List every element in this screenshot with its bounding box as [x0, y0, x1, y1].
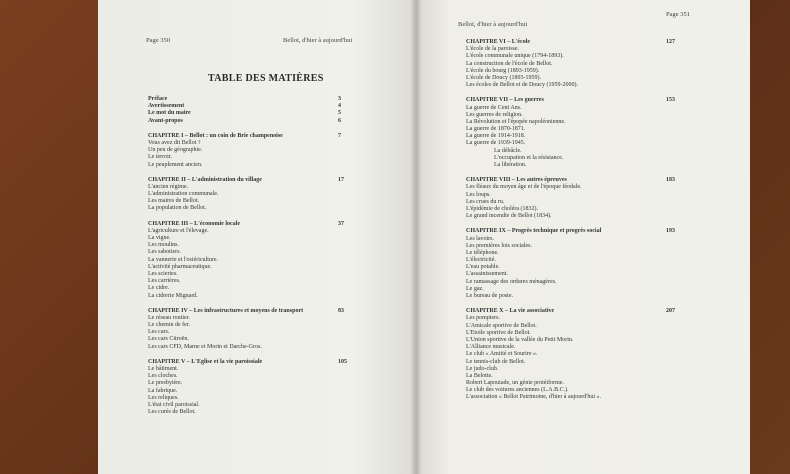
toc-item — [148, 373, 408, 380]
toc-item — [148, 264, 408, 271]
toc-item-text: Le chemin de fer. — [148, 322, 190, 329]
toc-item — [466, 68, 746, 75]
toc-item-text: La Révolution et l'épopée napoléonienne. — [466, 118, 566, 125]
toc-item — [466, 184, 746, 191]
toc-item-text: Le club « Amitié et Sourire ». — [466, 351, 538, 358]
toc-item-text: Le bâtiment. — [148, 366, 179, 372]
toc-item-text: Le téléphone. — [466, 249, 499, 256]
toc-item — [148, 257, 408, 264]
toc-item — [466, 243, 746, 250]
toc-item-text: Les sabotiers. — [148, 249, 181, 256]
toc-item — [148, 154, 408, 161]
chapter-heading-page: 83 — [338, 307, 344, 314]
toc-item-text: Les guerres de religion. — [466, 111, 523, 118]
front-matter-item-page: 6 — [338, 117, 341, 124]
toc-item-text: La population de Bellot. — [148, 205, 207, 212]
toc-item — [148, 409, 408, 416]
toc-item-text: Le terroir. — [148, 154, 172, 161]
toc-item-text: L'Amicale sportive de Bellot. — [466, 322, 537, 329]
left-toc-list — [148, 96, 408, 416]
toc-item — [466, 82, 746, 89]
front-matter-item-page: 4 — [338, 103, 341, 110]
toc-item — [466, 119, 746, 126]
chapter-heading-text: CHAPITRE X – La vie associative — [466, 308, 555, 315]
toc-item-text: Le grand incendie de Bellot (1834). — [466, 213, 552, 220]
toc-item-text: Les moulins. — [148, 242, 179, 249]
toc-subitem-text: La libération. — [494, 162, 527, 168]
chapter-heading-page: 105 — [338, 358, 347, 365]
toc-item — [148, 198, 408, 205]
toc-item — [466, 61, 746, 68]
toc-item — [148, 271, 408, 278]
toc-item — [148, 205, 408, 212]
toc-item-text: L'état civil paroissial. — [148, 401, 200, 408]
toc-item — [148, 249, 408, 256]
toc-item — [148, 315, 408, 322]
toc-item — [466, 286, 746, 293]
chapter-heading-text: CHAPITRE III – L'économie locale — [148, 220, 240, 227]
toc-item-text: L'Alliance musicale. — [466, 344, 516, 351]
chapter-heading-text: CHAPITRE VI – L'école — [466, 39, 531, 45]
left-page — [98, 0, 416, 474]
toc-item-text: L'administration communale. — [148, 191, 219, 198]
toc-item-text: Le bureau de poste. — [466, 293, 513, 299]
toc-item — [466, 359, 746, 366]
toc-item-text: Le réseau routier. — [148, 314, 190, 321]
toc-item-text: Robert Lapouiade, un génie protéiforme. — [466, 380, 564, 387]
toc-item — [466, 394, 746, 401]
toc-item-text: Les fléaux du moyen âge et de l'époque féodale. — [466, 184, 582, 191]
chapter-heading-text: CHAPITRE VII – Les guerres — [466, 97, 544, 104]
toc-item-text: L'association « Bellot Patrimoine, d'hier à aujourd'hui ». — [466, 394, 602, 401]
toc-item-text: Les crues du ru. — [466, 198, 505, 205]
toc-item-text: Les cloches. — [148, 373, 178, 380]
toc-item — [466, 213, 746, 220]
toc-item — [148, 184, 408, 191]
chapter-heading — [148, 359, 408, 366]
toc-item — [466, 271, 746, 278]
toc-subitem-text: L'occupation et la résistance. — [494, 154, 564, 161]
right-toc-list — [466, 39, 746, 402]
toc-item-text: L'eau potable. — [466, 264, 500, 271]
chapter-heading-page: 17 — [338, 176, 344, 183]
toc-item — [466, 264, 746, 271]
toc-item-text: L'école communale unique (1794-1893). — [466, 53, 564, 60]
chapter-heading — [466, 97, 746, 104]
toc-item — [148, 278, 408, 285]
toc-item-text: L'Etoile sportive de Bellot. — [466, 329, 531, 336]
toc-item — [466, 257, 746, 264]
toc-item-text: La guerre de 1870-1871. — [466, 126, 526, 133]
toc-item — [466, 337, 746, 344]
front-matter-item-page: 5 — [338, 110, 341, 117]
left-running-title: Bellot, d'hier à aujourd'hui — [283, 37, 353, 44]
toc-item-text: Les maires de Bellot. — [148, 198, 199, 205]
toc-item-text: Les reliques. — [148, 394, 179, 401]
left-page-number: Page 350 — [146, 37, 171, 44]
toc-item — [466, 351, 746, 358]
toc-item — [148, 322, 408, 329]
toc-item-text: L'activité pharmaceutique. — [148, 263, 212, 270]
toc-item-text: Les loups. — [466, 191, 491, 198]
toc-item — [148, 344, 408, 351]
toc-item-text: La fabrique. — [148, 387, 178, 394]
toc-item-text: La guerre de 1914-1918. — [466, 133, 526, 140]
toc-item — [466, 236, 746, 243]
chapter-heading-page: 207 — [666, 308, 675, 315]
toc-item-text: La vigne. — [148, 235, 171, 241]
chapter-heading-text: CHAPITRE IV – Les infrastructures et moyens de transport — [148, 307, 304, 314]
toc-item — [466, 344, 746, 351]
toc-item — [148, 380, 408, 387]
front-matter-item — [148, 96, 408, 103]
chapter-heading — [466, 39, 746, 46]
toc-item-text: Les cars Citroën. — [148, 336, 189, 343]
chapter-heading — [148, 221, 408, 228]
chapter-heading-text: CHAPITRE I – Bellot : un coin de Brie champenoise — [148, 132, 283, 139]
chapter-heading — [148, 308, 408, 315]
toc-item-text: Les carrières. — [148, 278, 181, 285]
toc-item — [148, 242, 408, 249]
toc-item — [466, 250, 746, 257]
toc-subitem — [466, 155, 746, 162]
toc-item-text: L'ancien régime. — [148, 183, 189, 190]
toc-item-text: La cidrerie Mignard. — [148, 292, 198, 299]
toc-item-text: Le peuplement ancien. — [148, 161, 203, 168]
toc-item-text: Les pompiers. — [466, 315, 500, 322]
chapter-heading-text: CHAPITRE VIII – Les autres épreuves — [466, 177, 567, 184]
toc-item — [466, 373, 746, 380]
toc-item-text: L'école du bourg (1893-1959). — [466, 67, 540, 74]
toc-item — [148, 366, 408, 373]
toc-item-text: Les cars. — [148, 329, 170, 336]
chapter-heading-page: 153 — [666, 97, 675, 104]
front-matter-item-text: Avertissement — [148, 103, 185, 110]
toc-item-text: Les lavoirs. — [466, 235, 494, 242]
toc-item — [148, 395, 408, 402]
toc-item-text: Le gaz. — [466, 285, 484, 292]
toc-item — [148, 285, 408, 292]
toc-subitem — [466, 162, 746, 169]
toc-item-text: Le club des voitures anciennes (L.A.B.C.). — [466, 387, 569, 394]
chapter-heading — [148, 177, 408, 184]
chapter-heading — [466, 228, 746, 235]
toc-item — [148, 191, 408, 198]
toc-item — [148, 329, 408, 336]
toc-item-text: Le presbytère. — [148, 380, 183, 387]
toc-item — [466, 126, 746, 133]
toc-item — [466, 140, 746, 147]
front-matter-item-page: 3 — [338, 96, 341, 102]
toc-item-text: Le tennis-club de Bellot. — [466, 358, 526, 365]
chapter-heading-page: 193 — [666, 228, 675, 235]
chapter-heading-page: 183 — [666, 177, 675, 184]
toc-item — [466, 366, 746, 373]
toc-item — [466, 192, 746, 199]
right-page-number: Page 351 — [666, 11, 691, 18]
toc-item-text: L'école de Doucy (1893-1959). — [466, 74, 542, 81]
toc-item-text: L'agriculture et l'élevage. — [148, 227, 209, 234]
toc-item-text: Le ramassage des ordures ménagères. — [466, 278, 557, 285]
toc-item-text: L'assainissement. — [466, 271, 508, 278]
toc-item-text: La guerre de 1939-1945. — [466, 140, 526, 147]
book-gutter — [410, 0, 422, 474]
toc-title: TABLE DES MATIÈRES — [208, 73, 324, 84]
toc-item — [148, 388, 408, 395]
toc-item — [148, 336, 408, 343]
chapter-heading — [148, 133, 408, 140]
front-matter-item — [148, 118, 408, 125]
toc-item — [466, 105, 746, 112]
chapter-heading-text: CHAPITRE V – L'Eglise et la vie paroissiale — [148, 358, 263, 365]
toc-item — [466, 387, 746, 394]
right-page — [416, 0, 750, 474]
chapter-heading-text: CHAPITRE II – L'administration du village — [148, 176, 262, 183]
front-matter-item — [148, 110, 408, 117]
toc-item-text: L'école de la paroisse. — [466, 46, 520, 53]
front-matter-item-text: Avant-propos — [148, 117, 183, 124]
toc-item-text: Vous avez dit Bellot ? — [148, 139, 201, 146]
chapter-heading-page: 127 — [666, 39, 675, 45]
toc-item-text: La guerre de Cent Ans. — [466, 104, 522, 111]
toc-item-text: La vannerie et l'osiériculture. — [148, 256, 219, 263]
toc-item-text: Les scieries. — [148, 270, 178, 277]
toc-item-text: Un peu de géographie. — [148, 147, 203, 154]
toc-item — [466, 293, 746, 300]
toc-item — [466, 315, 746, 322]
chapter-heading-text: CHAPITRE IX – Progrès technique et progrès social — [466, 228, 602, 235]
toc-item-text: Le judo-club. — [466, 365, 499, 372]
chapter-heading-page: 37 — [338, 220, 344, 227]
toc-item-text: Le cidre. — [148, 285, 170, 292]
toc-item-text: La Belotte. — [466, 372, 493, 379]
toc-item — [466, 112, 746, 119]
chapter-heading-page: 7 — [338, 132, 341, 139]
toc-subitem — [466, 148, 746, 155]
toc-item — [466, 133, 746, 140]
right-running-title: Bellot, d'hier à aujourd'hui — [458, 21, 528, 28]
toc-item-text: L'électricité. — [466, 257, 496, 264]
toc-item-text: La construction de l'école de Bellot. — [466, 60, 553, 67]
toc-item — [466, 330, 746, 337]
toc-item — [148, 293, 408, 300]
toc-item-text: Les écoles de Bellot et de Doucy (1959-2000). — [466, 82, 578, 89]
toc-item — [466, 279, 746, 286]
front-matter-item — [148, 103, 408, 110]
toc-item-text: Les cars CFD, Marne et Morin et Darche-Gros. — [148, 343, 262, 350]
toc-item — [466, 199, 746, 206]
chapter-heading — [466, 308, 746, 315]
toc-item — [148, 235, 408, 242]
toc-item-text: Les premières lois sociales. — [466, 242, 532, 249]
front-matter-item-text: Le mot du maire — [148, 110, 191, 117]
toc-item — [148, 140, 408, 147]
front-matter-item-text: Préface — [148, 96, 168, 102]
toc-item — [148, 402, 408, 409]
toc-item-text: L'Union sportive de la vallée du Petit Morin. — [466, 336, 574, 343]
toc-item-text: L'épidémie de choléra (1832). — [466, 205, 539, 212]
toc-subitem-text: La débâcle. — [494, 147, 522, 154]
toc-item — [148, 228, 408, 235]
toc-item — [466, 53, 746, 60]
toc-item — [148, 162, 408, 169]
toc-item — [148, 147, 408, 154]
toc-item — [466, 323, 746, 330]
toc-item-text: Les curés de Bellot. — [148, 409, 196, 416]
